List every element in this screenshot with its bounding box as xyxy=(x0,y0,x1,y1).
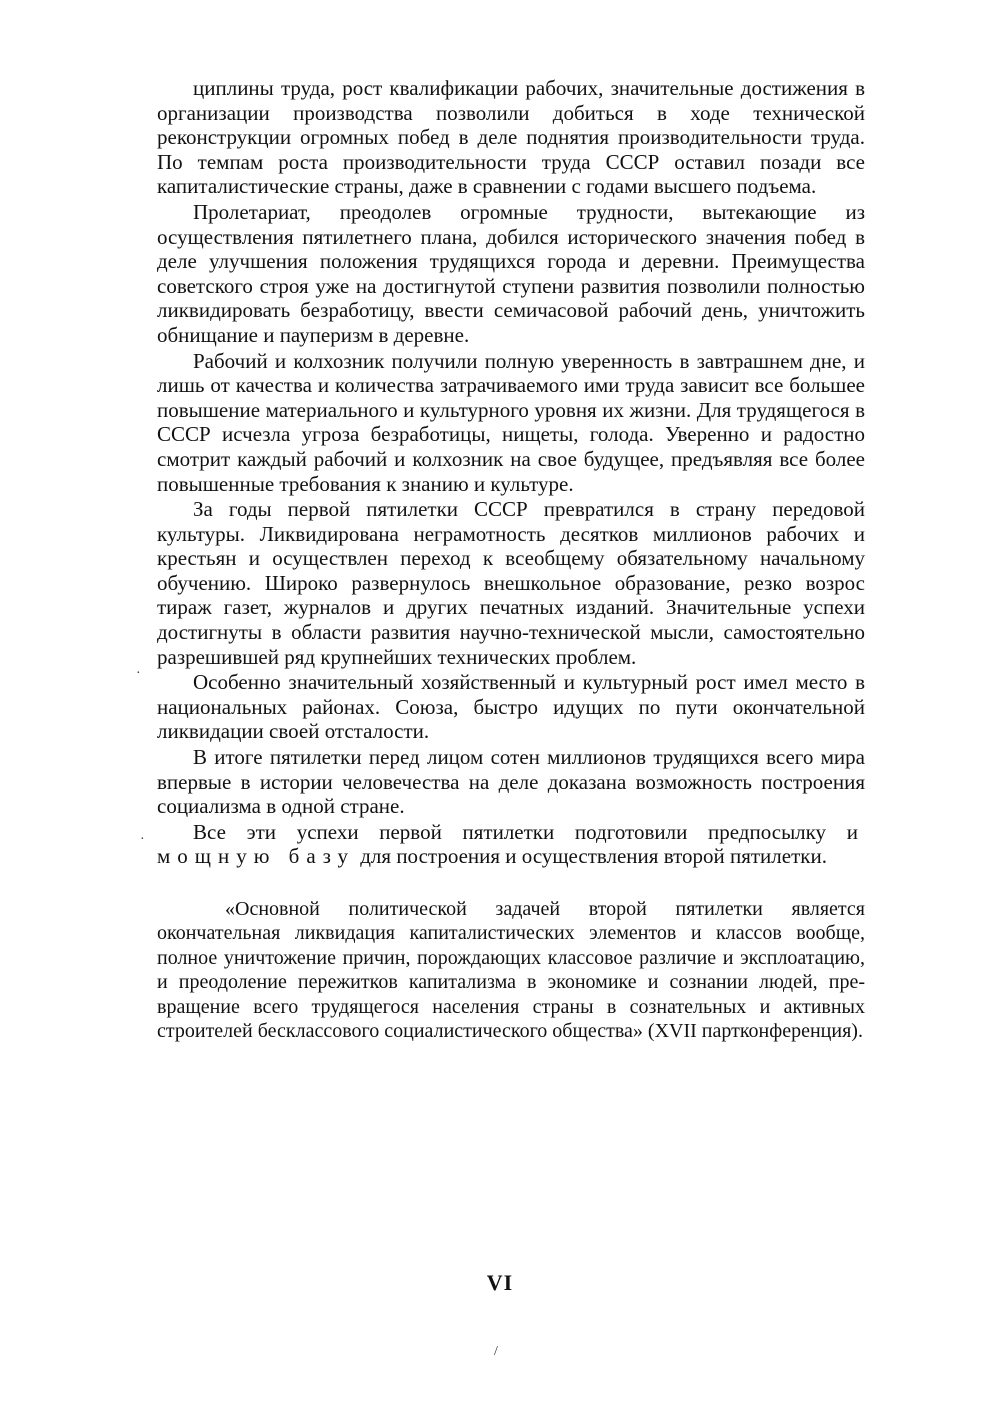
page-number: VI xyxy=(486,1270,514,1295)
paragraph-7-emphasis: и мощную базу xyxy=(157,819,865,869)
block-quote: «Основной политической задачей второй пятилетки является окончательная ликвидация капиталистических элементов и классов вообще, полное уничтожение причин, порождающих классовое различие и эксплоатацию, и преодоление пережитков капитализма в экономике и сознании людей, превращение всего трудящегося населения страны в сознательных и активных строителей бесклассового социалистического общества» (XVII партконференция). xyxy=(157,898,865,1043)
paragraph-3: Рабочий и колхозник получили полную уверенность в завтрашнем дне, и лишь от качества и количества затрачиваемого ими труда зависит все большее повышение материального и культурного уровня их жизни. Для трудящегося в СССР исчезла угроза безработицы, нищеты, голода. Уверенно и радостно смотрит каждый рабочий и колхозник на свое будущее, предъявляя все более повышенные требования к знанию и культуре. xyxy=(157,348,865,496)
paragraph-1: циплины труда, рост квалификации рабочих, значительные достижения в организации производства позволили добиться в ходе технической реконструкции огромных побед в деле поднятия производительности труда. По темпам роста производительности труда СССР оставил позади все капиталистические страны, даже в сравнении с годами высшего подъема. xyxy=(157,76,865,199)
paragraph-6: В итоге пятилетки перед лицом сотен миллионов трудящихся всего мира впервые в истории человечества на деле доказана возможность построения социализма в одной стране. xyxy=(157,745,865,819)
paragraph-4: За годы первой пятилетки СССР превратился в страну передовой культуры. Ликвидирована неграмотность десятков миллионов рабочих и крестьян и осуществлен переход к всеобщему обязательному начальному обучению. Широко развернулось внешкольное образование, резко возрос тираж газет, журналов и других печатных изданий. Значительные успехи достигнуты в области развития научно-технической мысли, самостоятельно разрешившей ряд крупнейших технических проблем. xyxy=(157,497,865,669)
paragraph-7 xyxy=(157,820,865,869)
paragraph-5: Особенно значительный хозяйственный и культурный рост имел место в национальных районах. Союза, быстро идущих по пути окончательной ликвидации своей отсталости. xyxy=(157,670,865,744)
paragraph-7-start: Все эти успехи первой пятилетки подготовили предпосылку xyxy=(193,819,847,844)
paragraph-7-end: для построения и осуществления второй пятилетки. xyxy=(355,844,827,869)
stray-mark: / xyxy=(494,1344,498,1359)
stray-mark: · xyxy=(136,666,141,681)
page-body xyxy=(157,76,865,1043)
stray-mark: · xyxy=(140,832,145,847)
paragraph-2: Пролетариат, преодолев огромные трудности, вытекающие из осуществления пятилетнего плана, добился исторического значения побед в деле улучшения положения трудящихся города и деревни. Преимущества советского строя уже на достигнутой ступени развития позволили полностью ликвидировать безработицу, ввести семичасовой рабочий день, уничтожить обнищание и пауперизм в деревне. xyxy=(157,199,865,347)
